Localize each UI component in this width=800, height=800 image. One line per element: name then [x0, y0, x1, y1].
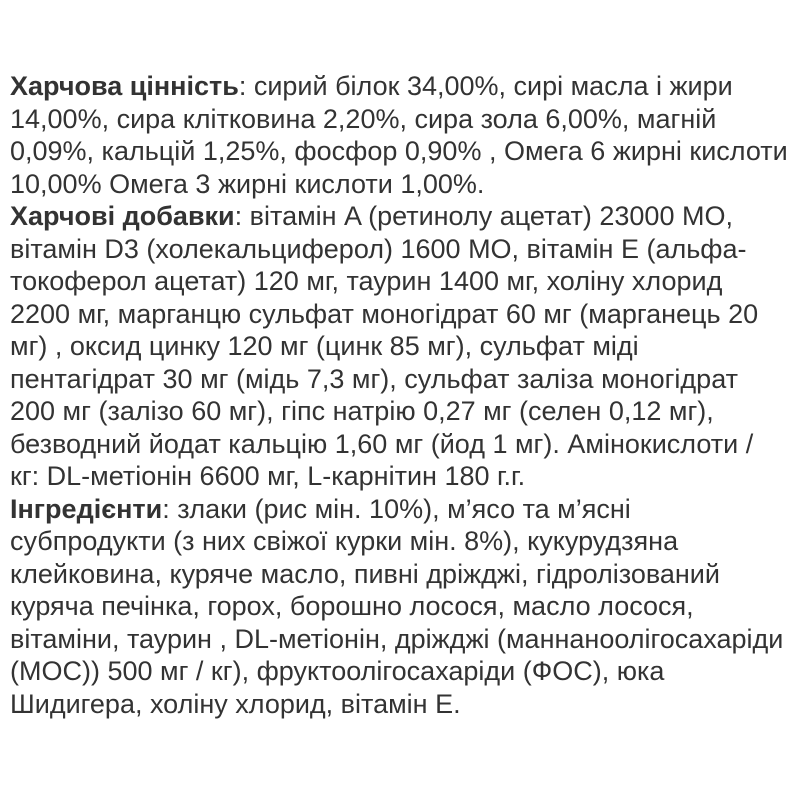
additives-heading: Харчові добавки — [10, 201, 235, 231]
additives-text: : вітамін A (ретинолу ацетат) 23000 МО, вітамін D3 (холекальциферол) 1600 МО, вітамін E (альфа-токоферол ацетат) 120 мг, таурин 1400 мг, холіну хлорид 2200 мг, марганцю сульфат моногідрат 60 мг (марганець 20 мг) , оксид цинку 120 мг (цинк 85 мг), сульфат міді пентагідрат 30 мг (мідь 7,3 мг), сульфат заліза моногідрат 200 мг (залізо 60 мг), гіпс натрію 0,27 мг (селен 0,12 мг), безводний йодат кальцію 1,60 мг (йод 1 мг). Амінокислоти / кг: DL-метіонін 6600 мг, L-карнітин 180 г.г. — [10, 201, 759, 491]
section-ingredients — [10, 493, 788, 721]
nutritional-value-heading: Харчова цінність — [10, 71, 239, 101]
section-nutritional-value — [10, 70, 788, 200]
ingredients-heading: Інгредієнти — [10, 493, 163, 524]
section-additives — [10, 200, 788, 493]
ingredients-text: : злаки (рис мін. 10%), м’ясо та м’ясні субпродукти (з них свіжої курки мін. 8%), кукурудзяна клейковина, куряче масло, пивні дріжджі, гідролізований куряча печінка, горох, борошно лосося, масло лосося, вітаміни, таурин , DL-метіонін, дріжджі (маннаноолігосахаріди (МОС)) 500 мг / кг), фруктоолігосахаріди (ФОС), юка Шидигера, холіну хлорид, вітамін E. — [10, 493, 784, 719]
nutritional-value-text: : сирий білок 34,00%, сирі масла і жири 14,00%, сира клітковина 2,20%, сира зола 6,00%, магній 0,09%, кальцій 1,25%, фосфор 0,90% , Омега 6 жирні кислоти 10,00% Омега 3 жирні кислоти 1,00%. — [10, 71, 788, 199]
